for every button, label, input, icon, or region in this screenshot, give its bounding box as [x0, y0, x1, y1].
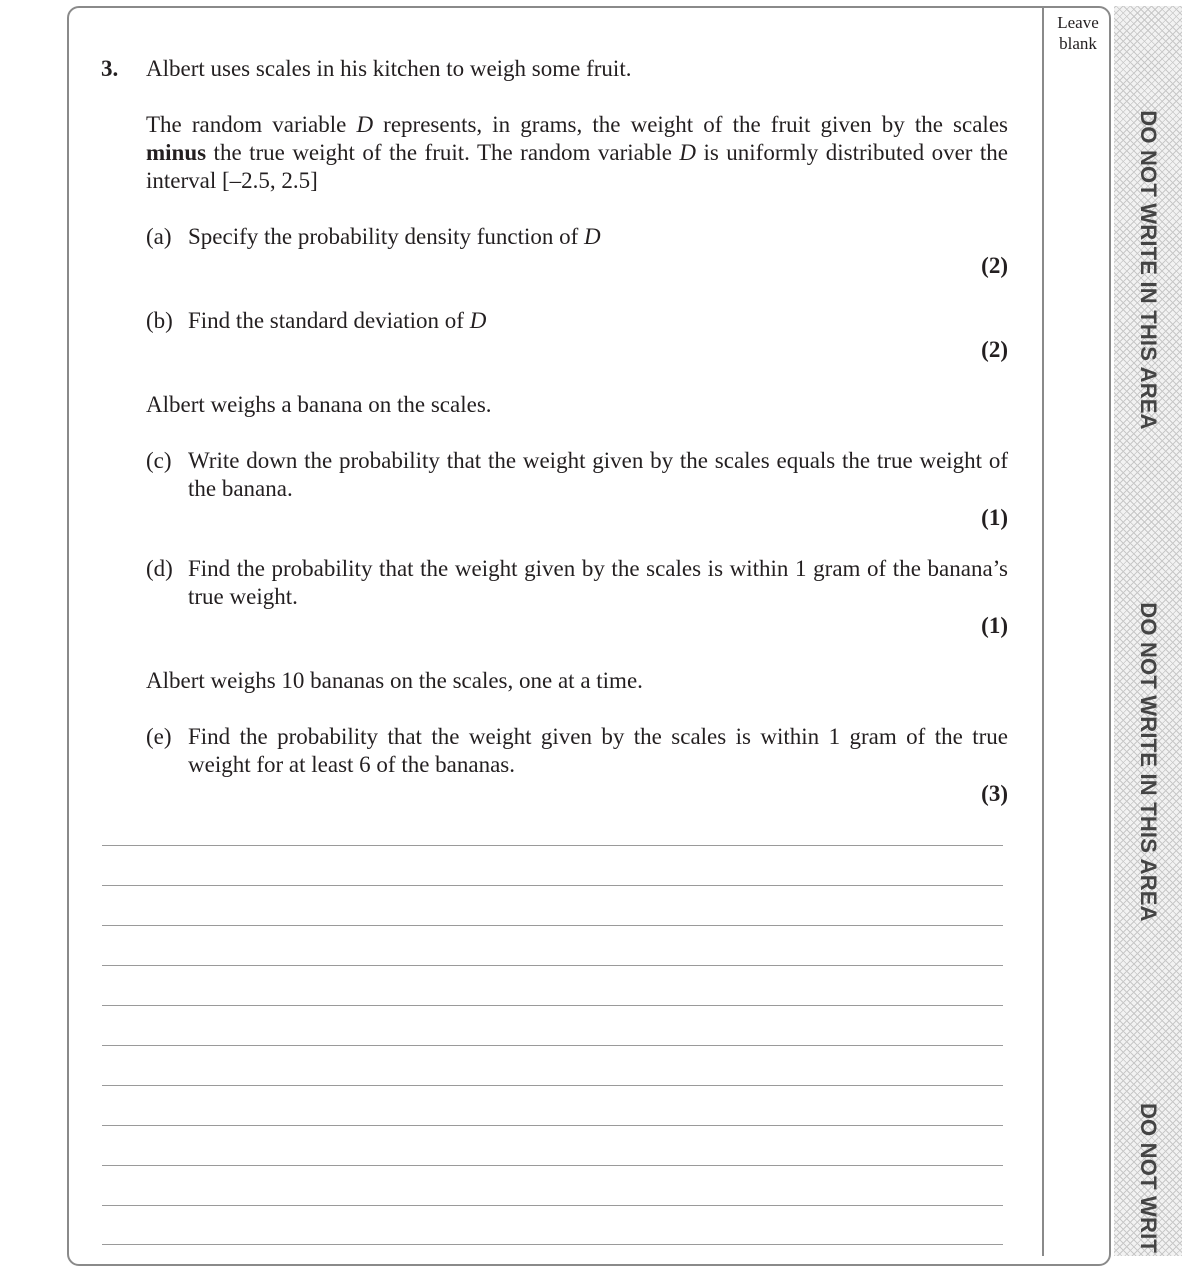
- answer-line[interactable]: [102, 885, 1003, 886]
- part-e: [146, 723, 1008, 779]
- answer-line[interactable]: [102, 1165, 1003, 1166]
- part-d-label: (d): [146, 556, 173, 581]
- question-stem: The random variable D represents, in grams, the weight of the fruit given by the scales minus the true weight of the fruit. The random variable D is uniformly distributed over the interval [–2.5, 2.5]: [146, 112, 1008, 193]
- part-a-text: Specify the probability density function of D: [188, 224, 601, 249]
- part-d-marks: (1): [981, 613, 1008, 638]
- answer-line[interactable]: [102, 1045, 1003, 1046]
- part-c: [146, 447, 1008, 503]
- part-b-label: (b): [146, 308, 173, 333]
- part-e-marks: (3): [981, 781, 1008, 806]
- answer-line[interactable]: [102, 965, 1003, 966]
- answer-line[interactable]: [102, 845, 1003, 846]
- answer-line[interactable]: [102, 1125, 1003, 1126]
- part-c-label: (c): [146, 448, 172, 473]
- part-b-marks: (2): [981, 337, 1008, 362]
- part-e-label: (e): [146, 724, 172, 749]
- part-b: [146, 307, 1008, 335]
- part-a-marks: (2): [981, 253, 1008, 278]
- part-a-label: (a): [146, 224, 172, 249]
- part-e-text: Find the probability that the weight given by the scales is within 1 gram of the true weight for at least 6 of the bananas.: [188, 724, 1008, 777]
- question-stem-2: Albert weighs a banana on the scales.: [146, 392, 492, 417]
- part-d-text: Find the probability that the weight given by the scales is within 1 gram of the banana’s true weight.: [188, 556, 1008, 609]
- answer-line[interactable]: [102, 925, 1003, 926]
- part-c-text: Write down the probability that the weight given by the scales equals the true weight of the banana.: [188, 448, 1008, 501]
- part-c-marks: (1): [981, 505, 1008, 530]
- part-a: [146, 223, 1008, 251]
- answer-line[interactable]: [102, 1205, 1003, 1206]
- page-frame: [67, 6, 1111, 1266]
- question-intro: Albert uses scales in his kitchen to weigh some fruit.: [146, 56, 632, 81]
- question-number: 3.: [101, 56, 119, 81]
- part-b-text: Find the standard deviation of D: [188, 308, 487, 333]
- leave-blank-column-divider: [1042, 6, 1044, 1256]
- answer-line[interactable]: [102, 1005, 1003, 1006]
- answer-line[interactable]: [102, 1244, 1003, 1245]
- leave-blank-label: Leave blank: [1057, 13, 1099, 53]
- answer-line[interactable]: [102, 1085, 1003, 1086]
- part-d: [146, 555, 1008, 611]
- question-stem-3: Albert weighs 10 bananas on the scales, one at a time.: [146, 668, 643, 693]
